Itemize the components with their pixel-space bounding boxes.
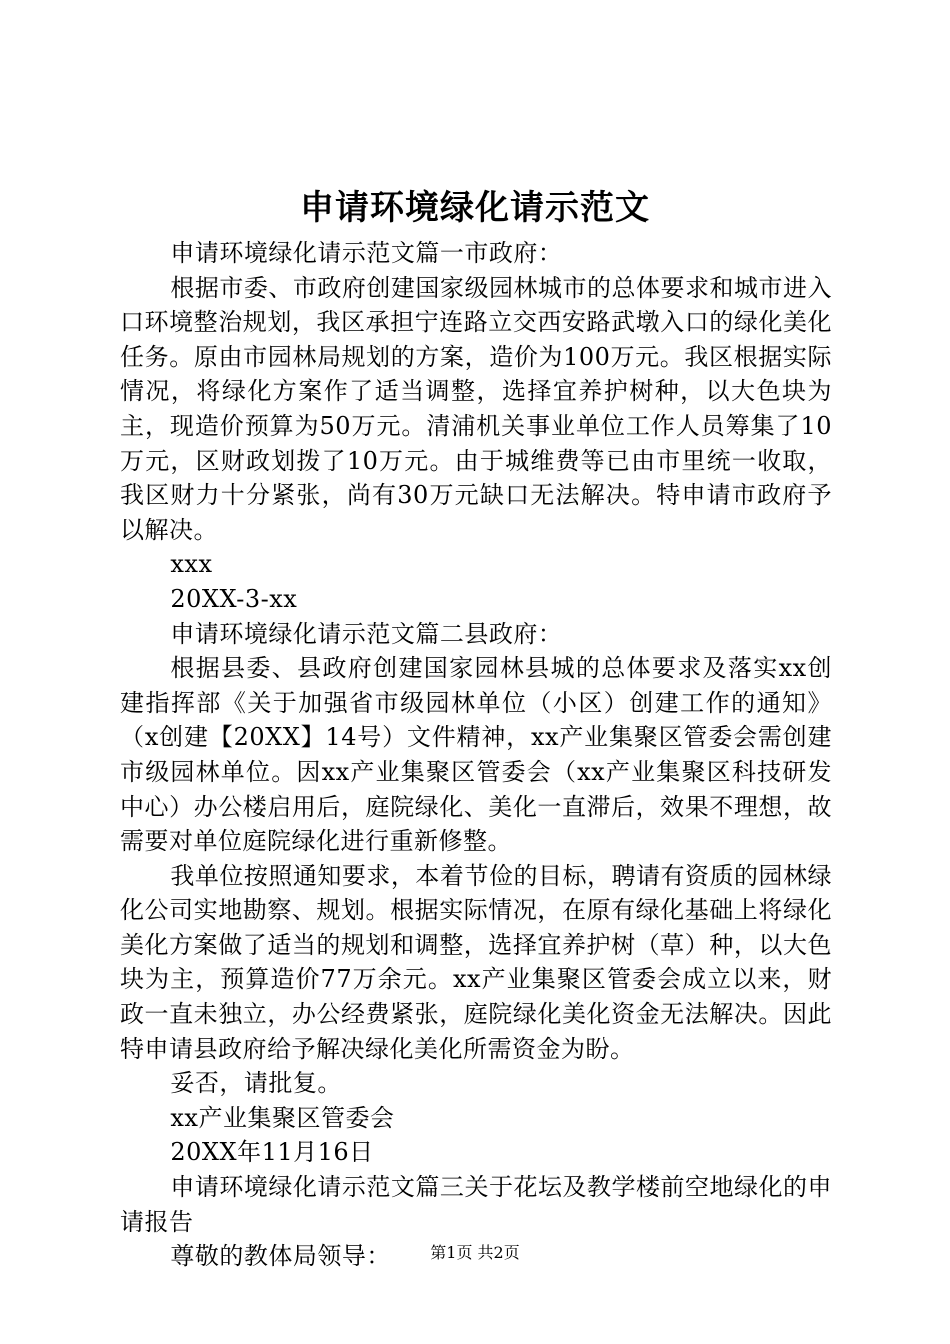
section-two-date: 20XX年11月16日 — [170, 1138, 374, 1167]
section-two-closing: 妥否，请批复。 — [170, 1069, 342, 1098]
section-three-heading: 申请环境绿化请示范文篇三关于花坛及教学楼前空地绿化的申请报告 — [120, 1173, 832, 1236]
section-three-salutation: 尊敬的教体局领导： — [170, 1242, 391, 1271]
section-one-heading: 申请环境绿化请示范文篇一市政府： — [170, 239, 563, 267]
section-two-paragraph-1: 根据县委、县政府创建国家园林县城的总体要求及落实xx创建指挥部《关于加强省市级园林单位（小区）创建工作的通知》（x创建【20XX】14号）文件精神，xx产业集聚区管委会需创建市级园林单位。因xx产业集聚区管委会（xx产业集聚区科技研发中心）办公楼启用后，庭院绿化、美化一直滞后，效果不理想，故需要对单位庭院绿化进行重新修整。 — [120, 654, 832, 856]
document-title: 申请环境绿化请示范文 — [300, 188, 650, 228]
page-number: 第1页 共2页 — [430, 1243, 520, 1262]
section-two-paragraph-2: 我单位按照通知要求，本着节俭的目标，聘请有资质的园林绿化公司实地勘察、规划。根据实际情况，在原有绿化基础上将绿化美化方案做了适当的规划和调整，选择宜养护树（草）种，以大色块为主，预算造价77万余元。xx产业集聚区管委会成立以来，财政一直未独立，办公经费紧张，庭院绿化美化资金无法解决。因此特申请县政府给予解决绿化美化所需资金为盼。 — [120, 861, 832, 1063]
section-one-paragraph: 根据市委、市政府创建国家级园林城市的总体要求和城市进入口环境整治规划，我区承担宁连路立交西安路武墩入口的绿化美化任务。原由市园林局规划的方案，造价为100万元。我区根据实际情况，将绿化方案作了适当调整，选择宜养护树种，以大色块为主，现造价预算为50万元。清浦机关事业单位工作人员筹集了10万元，区财政划拨了10万元。由于城维费等已由市里统一收取，我区财力十分紧张，尚有30万元缺口无法解决。特申请市政府予以解决。 — [120, 273, 832, 544]
section-two-heading: 申请环境绿化请示范文篇二县政府： — [170, 619, 563, 648]
section-one-signature: xxx — [170, 550, 213, 579]
document-body — [120, 236, 832, 1274]
section-two-signature: xx产业集聚区管委会 — [170, 1103, 395, 1132]
section-one-date: 20XX-3-xx — [170, 584, 298, 613]
